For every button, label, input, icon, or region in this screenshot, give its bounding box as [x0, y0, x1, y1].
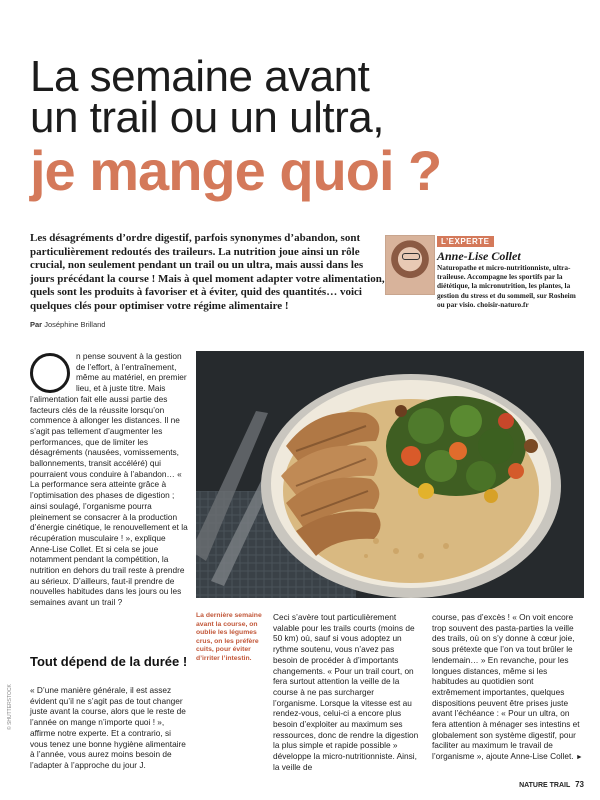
intro-paragraph: Les désagréments d’ordre digestif, parfois synonymes d’abandon, sont particulièrement redoutés des traileurs. La nutrition joue ainsi un rôle crucial, non seulement pendant un trail ou un ultra, mais aussi dans les jours précédant la course ! Mais à quel moment adapter votre alimentation, quels sont les produits à favoriser et à éviter, quid des quantités… voici quelques clés pour optimiser votre régime alimentaire !: [30, 232, 385, 312]
photo-caption: La dernière semaine avant la course, on oublie les légumes crus, on les préfère cuits, pour éviter d’irriter l’intestin.: [196, 612, 262, 662]
page-footer: [519, 780, 584, 789]
expert-tag: L’EXPERTE: [437, 236, 494, 247]
photo-credit: © SHUTTERSTOCK: [7, 684, 13, 730]
body-column-1: [30, 351, 188, 608]
food-bowl-photo: [196, 351, 584, 598]
magazine-name: NATURE TRAIL: [519, 782, 571, 789]
page-number: 73: [575, 780, 584, 789]
dropcap: [30, 353, 70, 393]
expert-bio: Naturopathe et micro-nutritionniste, ultra-traileuse. Accompagne les sportifs par la diététique, la micronutrition, les plantes, la gestion du stress et du sommeil, sur Rosheim ou par visio. choisir-naturo.fr: [437, 263, 576, 309]
body-paragraph-2: « D’une manière générale, il est assez évident qu’il ne s’agit pas de tout changer juste avant la course, alors que le reste de l’année on mange n’importe quoi ! », affirme notre experte. Et a contrario, si vous tenez une bonne hygiène alimentaire à l’année, vous aurez moins besoin de l’adapter à l’approche du jour J.: [30, 685, 186, 770]
byline-author: Joséphine Brilland: [44, 320, 106, 329]
subheading: Tout dépend de la durée !: [30, 654, 188, 669]
body-paragraph-3: Ceci s’avère tout particulièrement valable pour les trails courts (moins de 50 km) où, sauf si vous adoptez un rythme soutenu, vous n’avez pas besoin de procéder à d’importants changements. « Pour un trail court, on fera surtout attention la veille de la course à ne pas surcharger l’organisme. Lorsque la vitesse est au rendez-vous, celui-ci a encore plus besoin d’exploiter au maximum ses ressources, donc de rendre la digestion la plus simple et rapide possible » développe la micro-nutritionniste. Ainsi, la veille de: [273, 612, 419, 772]
headline-line-1: La semaine avant un trail ou un ultra,: [30, 52, 384, 142]
body-paragraph-1: n pense souvent à la gestion de l’effort, à l’entraînement, même au matériel, en premier lieu, et à juste titre. Mais l’alimentation fait elle aussi partie des facteurs clés de la réussite lorsqu’on commence à allonger les distances. Il ne s’agit pas tellement d’augmenter les performances, que de limiter les désagréments (nausées, vomissements, ballonnements, transit accéléré) qui pourraient vous conduire à l’abandon… « La performance sera atteinte grâce à l’optimisation des phases de digestion ; ainsi soulagé, l’organisme pourra pleinement se consacrer à la production d’énergie cinétique, le renouvellement et la récupération musculaire ! », explique Anne-Lise Collet. Et si cela se joue notamment pendant la compétition, la nutrition en dehors du trail reste à prendre au sérieux. D’ailleurs, faut-il prendre de nouvelles habitudes dans les jours ou les semaines avant un trail ?: [30, 351, 188, 608]
expert-name: Anne-Lise Collet: [437, 249, 521, 263]
headline-line-2: je mange quoi ?: [30, 139, 442, 202]
end-arrow-icon: ►: [575, 754, 583, 762]
food-bowl-illustration: [196, 351, 584, 598]
expert-portrait: [385, 235, 435, 295]
expert-box: [385, 235, 575, 335]
byline: [30, 320, 105, 329]
byline-prefix: Par: [30, 320, 43, 329]
body-paragraph-4: course, pas d’excès ! « On voit encore trop souvent des pasta-parties la veille des trails, où on s’y donne à cœur joie, sous prétexte que l’on va tout brûler le lendemain… » En revanche, pour les longues distances, même si les habitudes au quotidien sont extrêmement importantes, quelques dispositions peuvent être prises juste avant l’échéance : « Pour un ultra, on fera attention à ménager ses intestins et globalement son système digestif, pour faciliter au maximum le travail de l’organisme », ajoute Anne-Lise Collet. ►: [432, 612, 583, 762]
